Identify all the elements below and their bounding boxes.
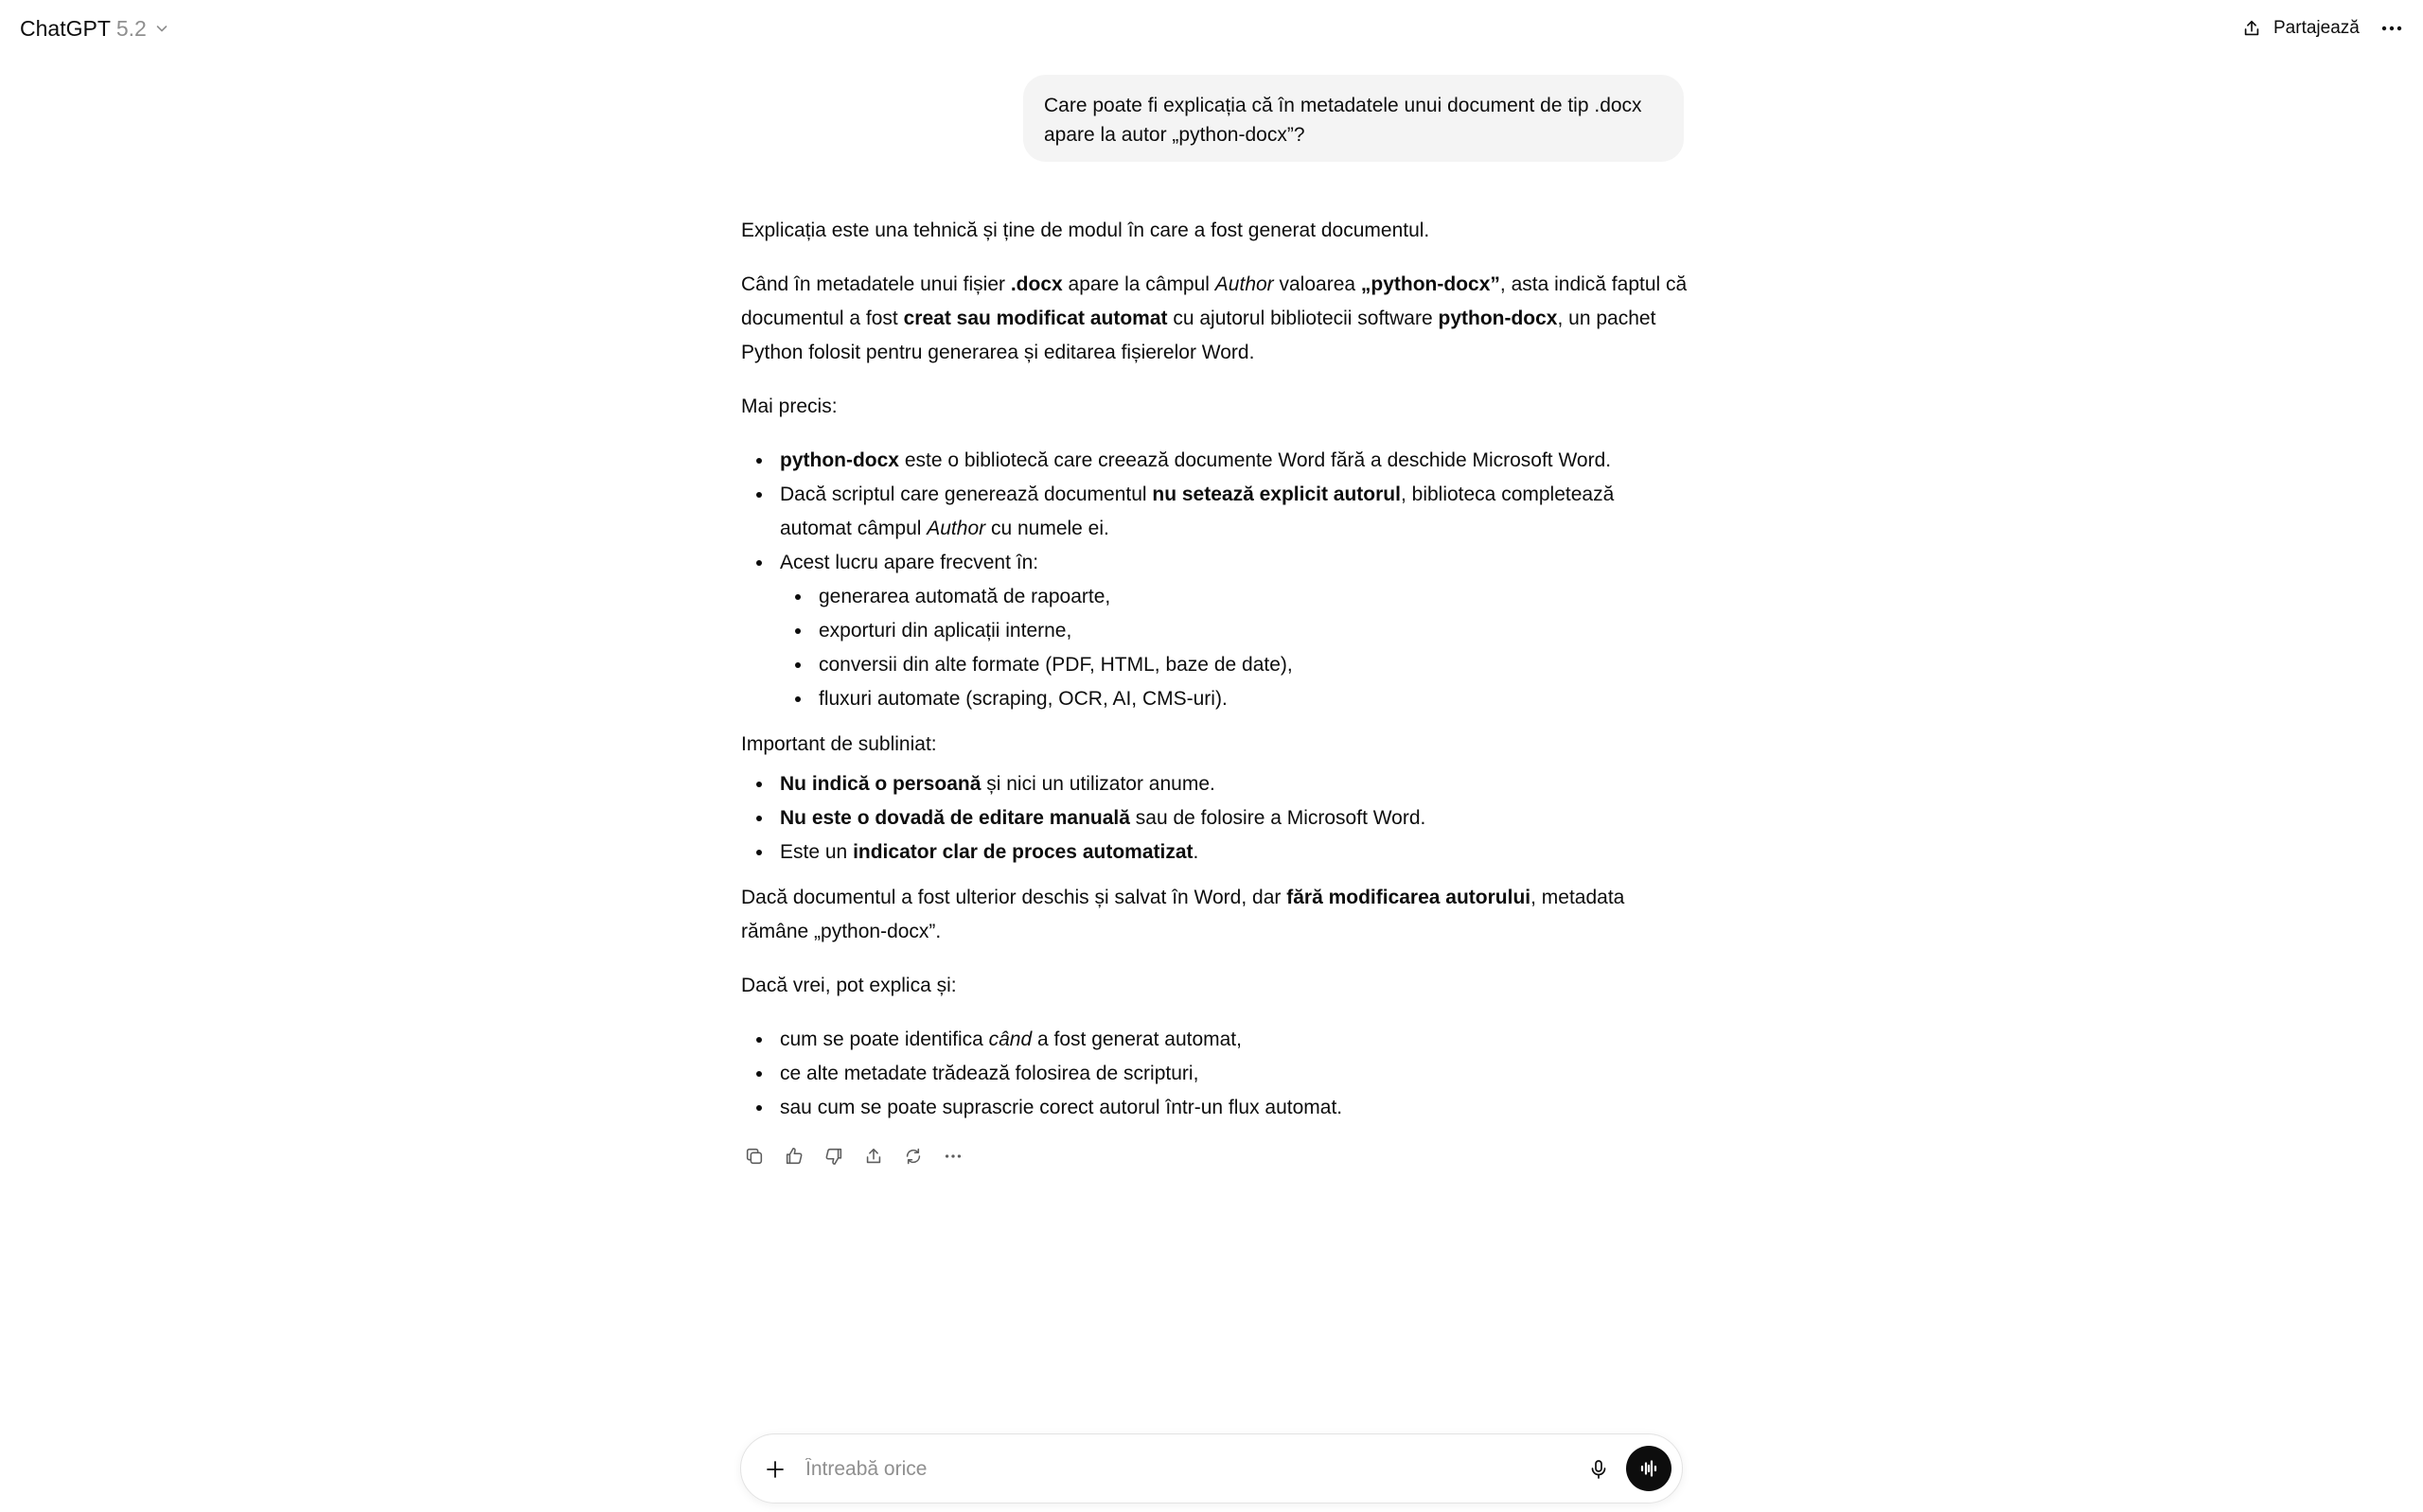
regenerate-button[interactable] [898, 1142, 928, 1170]
important-label: Important de subliniat: [741, 733, 937, 755]
add-attachment-button[interactable] [760, 1454, 790, 1485]
offer-label: Dacă vrei, pot explica și: [741, 975, 957, 996]
user-message [1023, 75, 1684, 162]
good-response-button[interactable] [779, 1142, 808, 1170]
composer [740, 1433, 1683, 1503]
thumbs-down-icon [823, 1146, 844, 1167]
thumbs-up-icon [784, 1146, 805, 1167]
more-actions-button[interactable] [938, 1142, 967, 1170]
important-list [741, 767, 1688, 870]
list-item: ce alte metadate trădează folosirea de scripturi, [741, 1057, 1688, 1091]
model-version: 5.2 [115, 15, 147, 41]
list-item: sau cum se poate suprascrie corect autorul într-un flux automat. [741, 1091, 1688, 1125]
answer-paragraph: Când în metadatele unui fișier .docx apare la câmpul Author valoarea „python-docx”, asta indică faptul că documentul a fost creat sau modificat automat cu ajutorul bibliotecii software python-docx, un pachet Python folosit pentru generarea și editarea fișierelor Word. [741, 273, 1688, 363]
offer-list [741, 1023, 1688, 1125]
list-item: Este un indicator clar de proces automatizat. [741, 835, 1688, 870]
model-name: ChatGPT [20, 15, 111, 41]
list-item: generarea automată de rapoarte, [780, 580, 1688, 614]
assistant-message [741, 214, 1688, 1136]
share-message-button[interactable] [858, 1142, 888, 1170]
copy-icon [744, 1146, 765, 1167]
list-item: python-docx este o bibliotecă care creează documente Word fără a deschide Microsoft Word. [741, 444, 1688, 478]
copy-button[interactable] [739, 1142, 769, 1170]
list-item: Nu indică o persoană și nici un utilizator anume. [741, 767, 1688, 801]
voice-mode-icon [1637, 1457, 1660, 1480]
dictate-button[interactable] [1583, 1454, 1614, 1485]
regenerate-icon [903, 1146, 924, 1167]
share-label: Partajează [2273, 18, 2360, 38]
conversation-options-button[interactable] [2378, 15, 2406, 42]
share-icon [863, 1146, 884, 1167]
list-item: Acest lucru apare frecvent în: generarea automată de rapoarte, exporturi din aplicații interne, conversii din alte formate (PDF, HTML, baze de date), fluxuri automate (scraping, OCR, AI, CMS-uri). [741, 546, 1688, 716]
mic-icon [1587, 1458, 1610, 1481]
share-button[interactable] [2241, 13, 2360, 44]
list-item: Nu este o dovadă de editare manuală sau de folosire a Microsoft Word. [741, 801, 1688, 835]
answer-intro: Explicația este una tehnică și ține de modul în care a fost generat documentul. [741, 220, 1430, 241]
list-item: exporturi din aplicații interne, [780, 614, 1688, 648]
list-item: fluxuri automate (scraping, OCR, AI, CMS-uri). [780, 682, 1688, 716]
list-item: conversii din alte formate (PDF, HTML, baze de date), [780, 648, 1688, 682]
share-icon [2241, 18, 2262, 39]
model-selector[interactable] [20, 15, 169, 42]
nested-list [780, 580, 1688, 716]
mai-precis-label: Mai precis: [741, 396, 838, 417]
user-message-line: Care poate fi explicația că în metadatele unui document de tip .docx [1044, 95, 1642, 116]
message-actions [739, 1142, 967, 1170]
plus-icon [765, 1459, 786, 1480]
list-item: cum se poate identifica când a fost generat automat, [741, 1023, 1688, 1057]
user-message-line: apare la autor „python-docx”? [1044, 124, 1305, 146]
chevron-down-icon [154, 21, 169, 36]
more-icon [943, 1146, 964, 1167]
bad-response-button[interactable] [819, 1142, 848, 1170]
list-item: Dacă scriptul care generează documentul nu setează explicit autorul, biblioteca completează automat câmpul Author cu numele ei. [741, 478, 1688, 546]
top-bar [0, 0, 2423, 57]
prompt-input[interactable] [805, 1451, 1563, 1487]
answer-paragraph: Dacă documentul a fost ulterior deschis și salvat în Word, dar fără modificarea autorului, metadata rămâne „python-docx”. [741, 887, 1625, 942]
precis-list [741, 444, 1688, 716]
voice-mode-button[interactable] [1626, 1446, 1671, 1491]
more-icon [2381, 26, 2402, 31]
